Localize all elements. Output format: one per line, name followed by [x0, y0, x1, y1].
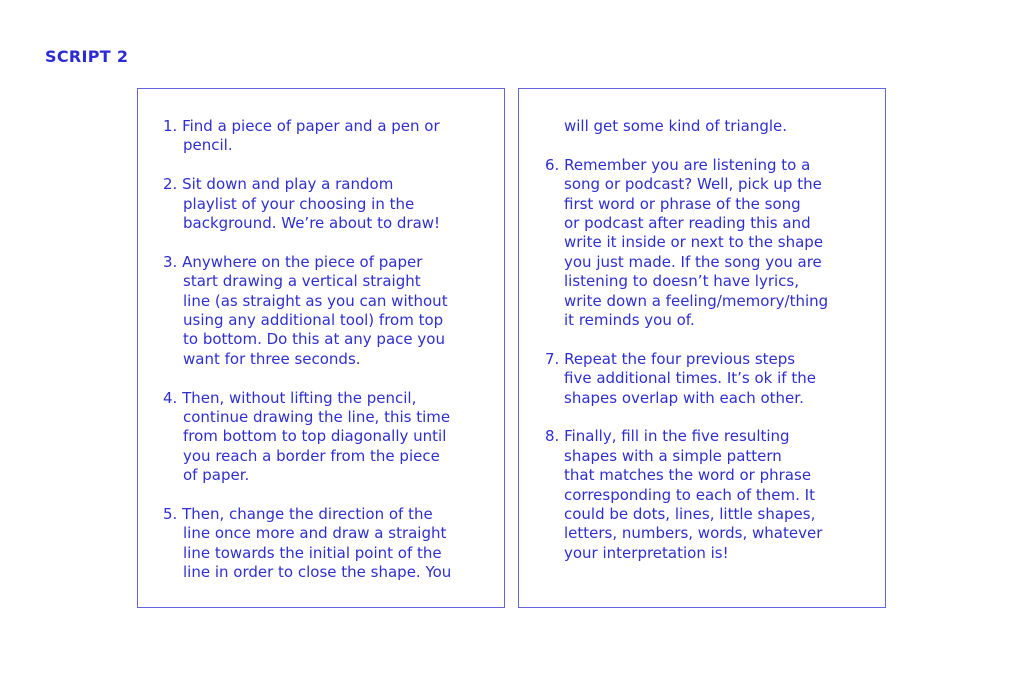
step-1-line-2: pencil. — [183, 136, 233, 155]
step-5-line-3: line towards the initial point of the — [183, 543, 442, 562]
step-5-line-4: line in order to close the shape. You — [183, 563, 452, 582]
step-6-line-6: you just made. If the song you are — [564, 252, 822, 271]
step-2-line-3: background. We’re about to draw! — [183, 214, 441, 232]
step-8-line-1: 8. Finally, fill in the five resulting — [545, 427, 790, 446]
step-8-line-6: letters, numbers, words, whatever — [564, 524, 823, 543]
step-6-line-7: listening to doesn’t have lyrics, — [564, 272, 800, 291]
step-4-line-2: continue drawing the line, this time — [183, 408, 451, 426]
step-1-line-1: 1. Find a piece of paper and a pen or — [163, 117, 440, 135]
step-3-line-5: to bottom. Do this at any pace you — [183, 330, 445, 349]
step-6-line-9: it reminds you of. — [564, 311, 695, 329]
step-6-line-3: first word or phrase of the song — [564, 194, 801, 213]
step-4-line-1: 4. Then, without lifting the pencil, — [163, 388, 417, 407]
step-3-line-4: using any additional tool) from top — [183, 311, 444, 329]
step-7-line-1: 7. Repeat the four previous steps — [545, 349, 796, 368]
step-4-line-5: of paper. — [183, 466, 250, 485]
step-3-line-1: 3. Anywhere on the piece of paper — [163, 252, 423, 271]
step-2-line-1: 2. Sit down and play a random — [163, 175, 394, 194]
step-8-line-5: could be dots, lines, little shapes, — [564, 505, 816, 523]
step-8-line-7: your interpretation is! — [564, 543, 729, 562]
step-8-line-4: corresponding to each of them. It — [564, 485, 815, 504]
step-6-line-2: song or podcast? Well, pick up the — [564, 175, 822, 194]
step-5-line-1: 5. Then, change the direction of the — [163, 505, 433, 523]
step-3-line-2: start drawing a vertical straight — [183, 272, 421, 291]
step-8-line-2: shapes with a simple pattern — [564, 446, 782, 465]
step-2-line-2: playlist of your choosing in the — [183, 194, 415, 213]
step-4-line-4: you reach a border from the piece — [183, 446, 440, 465]
step-7-line-2: five additional times. It’s ok if the — [564, 369, 816, 388]
page-title: SCRIPT 2 — [45, 47, 129, 66]
step-6-line-4: or podcast after reading this and — [564, 214, 811, 232]
step-3-line-6: want for three seconds. — [183, 349, 361, 368]
script-panel-right — [518, 88, 886, 608]
step-6-line-8: write down a feeling/memory/thing — [564, 291, 829, 310]
step-5-line-2: line once more and draw a straight — [183, 524, 447, 543]
step-6-line-1: 6. Remember you are listening to a — [545, 155, 811, 174]
step-8-line-3: that matches the word or phrase — [564, 466, 812, 485]
step-3-line-3: line (as straight as you can without — [183, 291, 448, 310]
step-4-line-3: from bottom to top diagonally until — [183, 427, 447, 446]
step-5-line-5: will get some kind of triangle. — [564, 117, 788, 135]
step-6-line-5: write it inside or next to the shape — [564, 233, 824, 252]
script-panel-left — [137, 88, 505, 608]
step-7-line-3: shapes overlap with each other. — [564, 388, 804, 407]
